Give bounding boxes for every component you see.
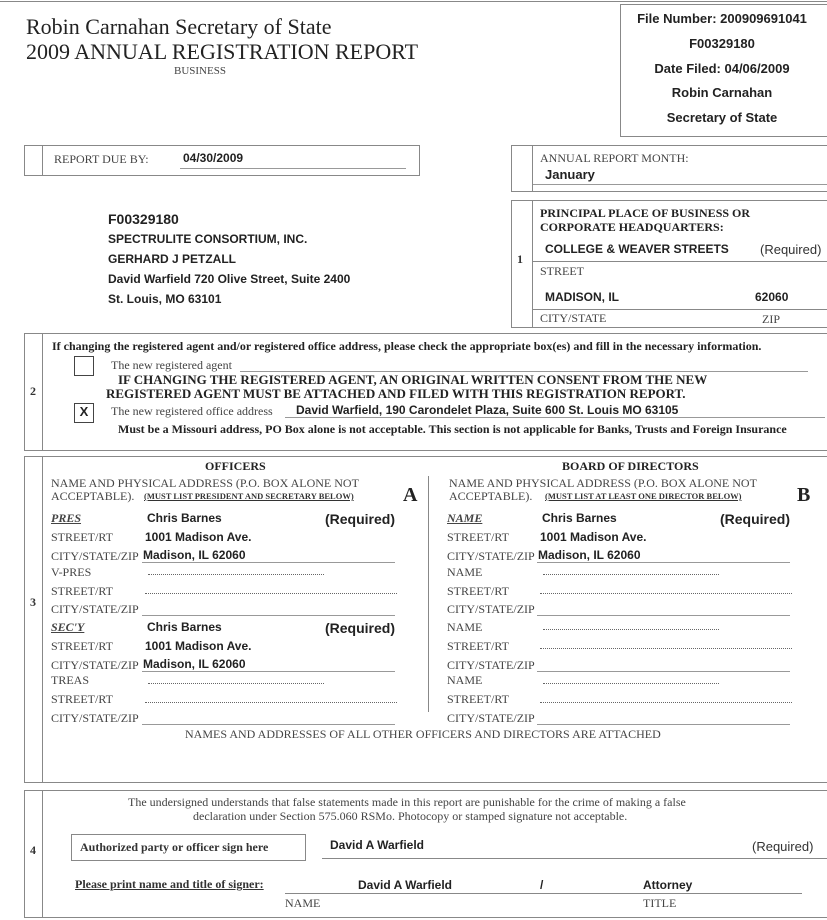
director1-city-line <box>537 562 790 563</box>
report-due-underline <box>180 168 406 169</box>
director1-city[interactable]: Madison, IL 62060 <box>538 548 641 562</box>
director1-street-label: STREET/RT <box>447 530 509 544</box>
vpres-street-label: STREET/RT <box>51 584 113 598</box>
section1-city-line <box>533 309 827 310</box>
treas-city-label: CITY/STATE/ZIP <box>51 711 139 725</box>
officers-letter: A <box>403 484 418 506</box>
title-caption: TITLE <box>643 896 677 910</box>
directors-desc-line1: NAME AND PHYSICAL ADDRESS (P.O. BOX ALONE NOT <box>449 476 757 490</box>
pres-street-label: STREET/RT <box>51 530 113 544</box>
director2-city-field[interactable] <box>537 615 790 616</box>
director3-city-label: CITY/STATE/ZIP <box>447 658 535 672</box>
directors-must-list: (MUST LIST AT LEAST ONE DIRECTOR BELOW) <box>545 491 742 501</box>
director3-name-field[interactable] <box>543 629 719 630</box>
director3-street-label: STREET/RT <box>447 639 509 653</box>
director4-name-field[interactable] <box>543 683 719 684</box>
treas-street-label: STREET/RT <box>51 692 113 706</box>
section4-divider <box>42 790 43 918</box>
pres-city-label: CITY/STATE/ZIP <box>51 549 139 563</box>
section1-street-line <box>533 261 827 262</box>
treas-name-field[interactable] <box>148 683 324 684</box>
name-title-separator: / <box>540 878 544 892</box>
director3-street-field[interactable] <box>540 648 792 649</box>
pres-required: (Required) <box>325 511 395 527</box>
section1-city-state-label: CITY/STATE <box>540 311 607 325</box>
director4-city-label: CITY/STATE/ZIP <box>447 711 535 725</box>
header-title-line2: 2009 ANNUAL REGISTRATION REPORT <box>26 39 419 64</box>
declaration-line2: declaration under Section 575.060 RSMo. Photocopy or stamped signature not acceptable. <box>193 809 628 823</box>
filing-charter-number: F00329180 <box>689 36 755 51</box>
pres-city-line <box>142 562 395 563</box>
date-filed: Date Filed: 04/06/2009 <box>654 61 790 76</box>
director2-city-label: CITY/STATE/ZIP <box>447 602 535 616</box>
registrant-contact-name: GERHARD J PETZALL <box>108 252 237 266</box>
new-office-field-line <box>285 417 825 418</box>
director1-required: (Required) <box>720 511 790 527</box>
sign-here-label: Authorized party or officer sign here <box>80 840 269 854</box>
director2-name-field[interactable] <box>543 574 719 575</box>
section1-street-label: STREET <box>540 264 584 278</box>
secy-street[interactable]: 1001 Madison Ave. <box>145 639 252 653</box>
director4-street-field[interactable] <box>540 702 792 703</box>
header-subtitle: BUSINESS <box>174 65 226 77</box>
director1-city-label: CITY/STATE/ZIP <box>447 549 535 563</box>
director4-name-label: NAME <box>447 673 483 687</box>
print-name-label: Please print name and title of signer: <box>75 877 264 891</box>
registrant-address-line1: David Warfield 720 Olive Street, Suite 2400 <box>108 272 351 286</box>
annual-month-label: ANNUAL REPORT MONTH: <box>540 151 689 165</box>
section2-instruction: If changing the registered agent and/or registered office address, please check the appropriate box(es) and fill in the necessary information. <box>52 339 762 353</box>
secy-required: (Required) <box>325 620 395 636</box>
section3-number: 3 <box>30 595 36 609</box>
directors-desc-line2: ACCEPTABLE). <box>449 489 533 503</box>
vpres-city-label: CITY/STATE/ZIP <box>51 602 139 616</box>
vpres-city-field[interactable] <box>142 615 395 616</box>
officers-desc-line1: NAME AND PHYSICAL ADDRESS (P.O. BOX ALONE NOT <box>51 476 359 490</box>
vpres-label: V-PRES <box>51 565 92 579</box>
director4-street-label: STREET/RT <box>447 692 509 706</box>
registrant-charter-number: F00329180 <box>108 211 179 227</box>
annual-month-value[interactable]: January <box>545 167 595 182</box>
secy-street-label: STREET/RT <box>51 639 113 653</box>
director1-name[interactable]: Chris Barnes <box>542 511 617 525</box>
directors-letter: B <box>797 484 811 506</box>
section1-street-value[interactable]: COLLEGE & WEAVER STREETS <box>545 242 729 256</box>
report-due-value[interactable]: 04/30/2009 <box>183 151 244 165</box>
annual-month-underline <box>533 184 827 185</box>
officers-directors-divider <box>428 476 429 712</box>
report-due-divider <box>42 145 43 176</box>
section2-number: 2 <box>30 384 36 398</box>
signature-line <box>322 858 827 859</box>
page-top-border <box>0 1 827 2</box>
attached-note: NAMES AND ADDRESSES OF ALL OTHER OFFICERS AND DIRECTORS ARE ATTACHED <box>185 727 661 741</box>
print-name-line <box>285 893 802 894</box>
secy-label: SEC'Y <box>51 620 85 634</box>
secy-city-line <box>142 671 395 672</box>
agent-change-checkbox[interactable] <box>74 356 94 376</box>
director1-street[interactable]: 1001 Madison Ave. <box>540 530 647 544</box>
filing-officer-title: Secretary of State <box>666 110 778 125</box>
agent-warning-line2: REGISTERED AGENT MUST BE ATTACHED AND FILED WITH THIS REGISTRATION REPORT. <box>106 386 686 401</box>
treas-city-field[interactable] <box>142 724 395 725</box>
section1-zip-value[interactable]: 62060 <box>755 290 789 304</box>
new-office-label: The new registered office address <box>111 404 273 418</box>
pres-city[interactable]: Madison, IL 62060 <box>143 548 246 562</box>
pres-street[interactable]: 1001 Madison Ave. <box>145 530 252 544</box>
vpres-name-field[interactable] <box>148 574 324 575</box>
secy-city[interactable]: Madison, IL 62060 <box>143 657 246 671</box>
secy-city-label: CITY/STATE/ZIP <box>51 658 139 672</box>
printed-title[interactable]: Attorney <box>643 878 693 892</box>
director1-name-label: NAME <box>447 511 483 525</box>
director3-city-field[interactable] <box>537 671 790 672</box>
directors-heading: BOARD OF DIRECTORS <box>562 459 699 473</box>
section1-required: (Required) <box>760 242 822 257</box>
report-due-label: REPORT DUE BY: <box>54 152 149 166</box>
name-caption: NAME <box>285 896 321 910</box>
director2-street-label: STREET/RT <box>447 584 509 598</box>
section3-divider <box>42 456 43 783</box>
section1-heading-line1: PRINCIPAL PLACE OF BUSINESS OR <box>540 206 751 220</box>
section1-heading-line2: CORPORATE HEADQUARTERS: <box>540 220 724 234</box>
director4-city-field[interactable] <box>537 724 790 725</box>
officers-desc-line2: ACCEPTABLE). <box>51 489 135 503</box>
declaration-line1: The undersigned understands that false statements made in this report are punishable for the crime of making a false <box>128 795 686 809</box>
treas-label: TREAS <box>51 673 90 687</box>
signature-required: (Required) <box>752 839 814 854</box>
treas-street-field[interactable] <box>145 702 397 703</box>
printed-name[interactable]: David A Warfield <box>358 878 453 892</box>
new-office-value[interactable]: David Warfield, 190 Carondelet Plaza, Suite 600 St. Louis MO 63105 <box>296 403 679 417</box>
office-change-checkbox[interactable]: X <box>74 403 94 423</box>
section2-divider <box>42 333 43 451</box>
section1-zip-label: ZIP <box>762 312 780 326</box>
pres-name[interactable]: Chris Barnes <box>147 511 222 525</box>
agent-warning-line1: IF CHANGING THE REGISTERED AGENT, AN ORIGINAL WRITTEN CONSENT FROM THE NEW <box>118 372 708 387</box>
new-agent-label: The new registered agent <box>111 358 232 372</box>
director2-name-label: NAME <box>447 565 483 579</box>
director3-name-label: NAME <box>447 620 483 634</box>
section1-number: 1 <box>517 252 523 266</box>
registrant-address-line2: St. Louis, MO 63101 <box>108 292 222 306</box>
registrant-company-name: SPECTRULITE CONSORTIUM, INC. <box>108 232 308 246</box>
vpres-street-field[interactable] <box>145 593 397 594</box>
filing-officer-name: Robin Carnahan <box>671 85 773 100</box>
office-address-note: Must be a Missouri address, PO Box alone is not acceptable. This section is not applicable for Banks, Trusts and Foreign Insurance <box>118 422 787 436</box>
signature-value[interactable]: David A Warfield <box>330 838 425 852</box>
officers-heading: OFFICERS <box>205 459 266 473</box>
pres-label: PRES <box>51 511 82 525</box>
header-title-line1: Robin Carnahan Secretary of State <box>26 14 332 39</box>
officers-must-list: (MUST LIST PRESIDENT AND SECRETARY BELOW) <box>144 491 354 501</box>
secy-name[interactable]: Chris Barnes <box>147 620 222 634</box>
section1-city-state-value[interactable]: MADISON, IL <box>545 290 619 304</box>
director2-street-field[interactable] <box>540 593 792 594</box>
section4-number: 4 <box>30 843 36 857</box>
file-number: File Number: 200909691041 <box>637 11 807 26</box>
